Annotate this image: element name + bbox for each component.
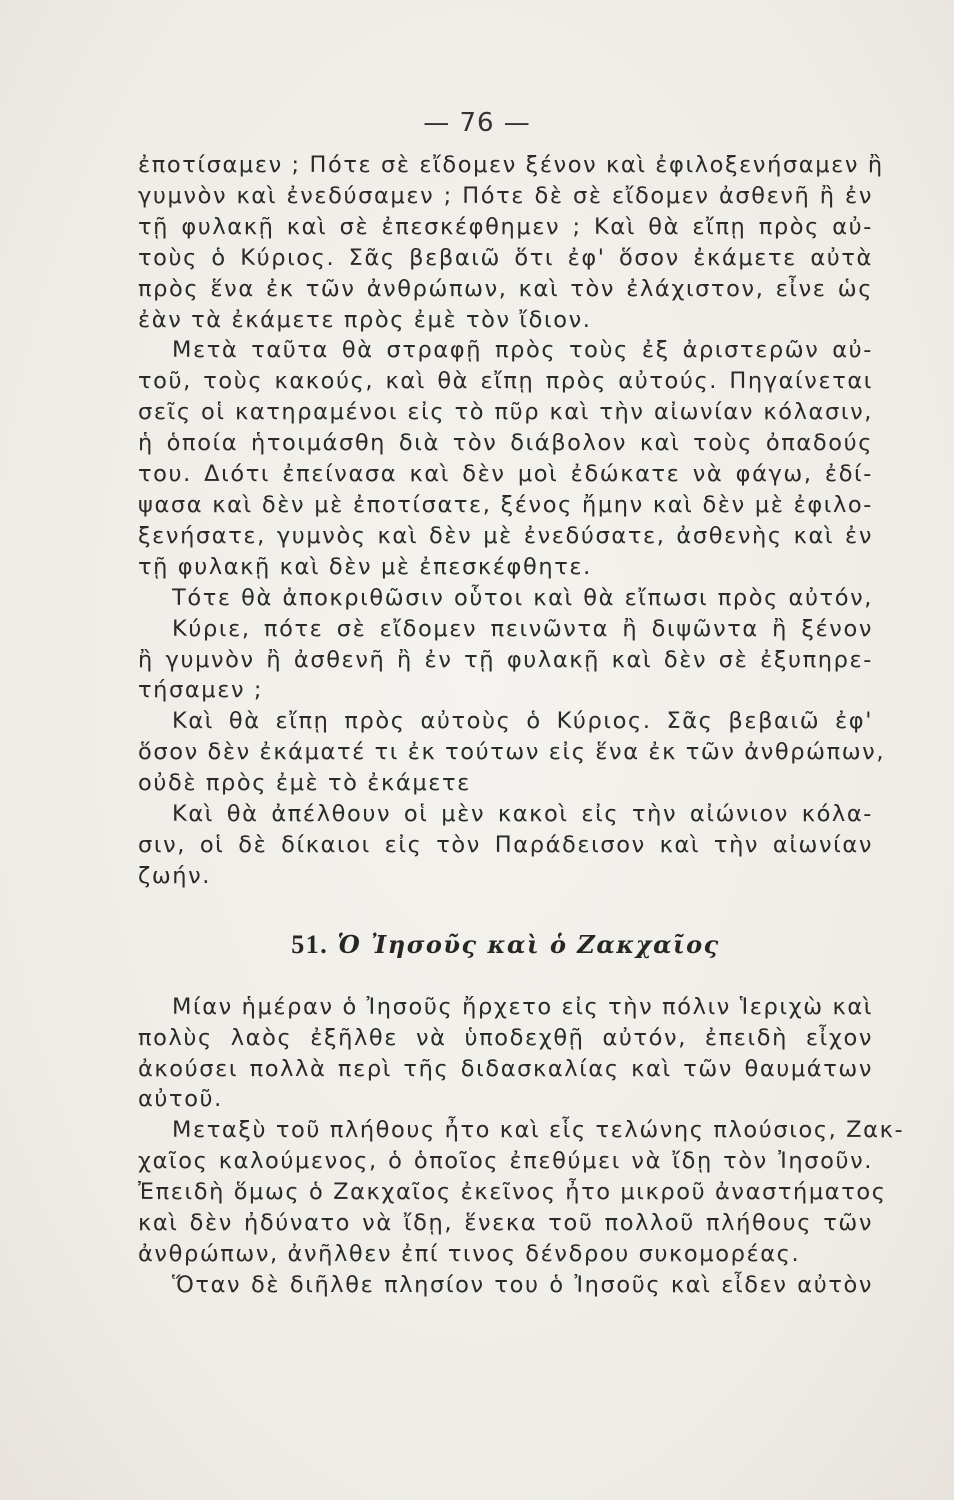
text-line: ἢ γυμνὸν ἢ ἀσθενῆ ἢ ἐν τῇ φυλακῇ καὶ δὲν σὲ ἐξυπηρε-: [138, 646, 873, 673]
text-line: τοὺς ὁ Κύριος. Σᾶς βεβαιῶ ὅτι ἐφ' ὅσον ἐκάμετε αὐτὰ: [138, 244, 873, 271]
text-line: Ἐπειδὴ ὅμως ὁ Ζακχαῖος ἐκεῖνος ἦτο μικροῦ ἀναστήματος: [138, 1179, 887, 1206]
section-zacchaeus-text: [138, 992, 905, 1301]
text-line: τῇ φυλακῇ καὶ σὲ ἐπεσκέφθημεν ; Καὶ θὰ εἴπῃ πρὸς αὐ-: [138, 213, 873, 240]
text-line: πολὺς λαὸς ἐξῆλθε νὰ ὑποδεχθῇ αὐτόν, ἐπειδὴ εἶχον: [138, 1024, 873, 1051]
text-line: ξενήσατε, γυμνὸς καὶ δὲν μὲ ἐνεδύσατε, ἀσθενὴς καὶ ἐν: [138, 522, 873, 549]
text-line: Καὶ θὰ εἴπῃ πρὸς αὐτοὺς ὁ Κύριος. Σᾶς βεβαιῶ ἐφ': [172, 708, 873, 735]
text-line: ἐποτίσαμεν ; Πότε σὲ εἴδομεν ξένον καὶ ἐφιλοξενήσαμεν ἢ: [138, 152, 884, 178]
text-line: Μετὰ ταῦτα θὰ στραφῇ πρὸς τοὺς ἐξ ἀριστερῶν αὐ-: [172, 337, 873, 364]
text-line: πρὸς ἕνα ἐκ τῶν ἀνθρώπων, καὶ τὸν ἐλάχιστον, εἶνε ὡς: [138, 275, 873, 302]
text-line: Μεταξὺ τοῦ πλήθους ἦτο καὶ εἷς τελώνης πλούσιος, Ζακ-: [172, 1117, 905, 1144]
text-line: τῇ φυλακῇ καὶ δὲν μὲ ἐπεσκέφθητε.: [138, 553, 592, 580]
text-line: Κύριε, πότε σὲ εἴδομεν πεινῶντα ἢ διψῶντα ἢ ξένον: [172, 615, 873, 642]
text-line: σιν, οἱ δὲ δίκαιοι εἰς τὸν Παράδεισον καὶ τὴν αἰωνίαν: [138, 831, 873, 858]
text-line: Καὶ θὰ ἀπέλθουν οἱ μὲν κακοὶ εἰς τὴν αἰώνιον κόλα-: [172, 801, 873, 828]
text-line: ἀνθρώπων, ἀνῆλθεν ἐπί τινος δένδρου συκομορέας.: [138, 1241, 801, 1267]
text-line: σεῖς οἱ κατηραμένοι εἰς τὸ πῦρ καὶ τὴν αἰωνίαν κόλασιν,: [138, 399, 873, 426]
body-text: [138, 150, 905, 1301]
text-line: γυμνὸν καὶ ἐνεδύσαμεν ; Πότε δὲ σὲ εἴδομεν ἀσθενῆ ἢ ἐν: [138, 182, 873, 209]
text-line: αὐτοῦ.: [138, 1086, 223, 1113]
text-line: ζωήν.: [138, 862, 212, 889]
section-title: Ὁ Ἰησοῦς καὶ ὁ Ζακχαῖος: [337, 929, 720, 959]
section-number: 51.: [291, 929, 329, 959]
text-line: ψασα καὶ δὲν μὲ ἐποτίσατε, ξένος ἤμην καὶ δὲν μὲ ἐφιλο-: [138, 491, 873, 518]
text-line: τήσαμεν ;: [138, 677, 264, 704]
section-heading: [138, 892, 873, 992]
text-line: Ὅταν δὲ διῆλθε πλησίον του ὁ Ἰησοῦς καὶ εἶδεν αὐτὸν: [172, 1271, 873, 1298]
text-line: Μίαν ἡμέραν ὁ Ἰησοῦς ἤρχετο εἰς τὴν πόλιν Ἱεριχὼ καὶ: [172, 993, 873, 1020]
text-line: ἡ ὁποία ἡτοιμάσθη διὰ τὸν διάβολον καὶ τοὺς ὀπαδούς: [138, 430, 873, 457]
text-line: ἐὰν τὰ ἐκάμετε πρὸς ἐμὲ τὸν ἴδιον.: [138, 306, 592, 333]
text-line: οὐδὲ πρὸς ἐμὲ τὸ ἐκάμετε: [138, 770, 471, 797]
text-line: τοῦ, τοὺς κακούς, καὶ θὰ εἴπῃ πρὸς αὐτούς. Πηγαίνεται: [138, 368, 873, 395]
page-number: — 76 —: [423, 108, 531, 138]
section-previous-text: [138, 150, 886, 892]
text-line: Τότε θὰ ἀποκριθῶσιν οὗτοι καὶ θὰ εἴπωσι πρὸς αὐτόν,: [172, 584, 873, 611]
text-line: χαῖος καλούμενος, ὁ ὁποῖος ἐπεθύμει νὰ ἴδῃ τὸν Ἰησοῦν.: [138, 1148, 873, 1175]
text-line: καὶ δὲν ἠδύνατο νὰ ἴδῃ, ἕνεκα τοῦ πολλοῦ πλήθους τῶν: [138, 1210, 873, 1237]
text-line: του. Διότι ἐπείνασα καὶ δὲν μοὶ ἐδώκατε νὰ φάγω, ἐδί-: [138, 461, 873, 488]
text-line: ἀκούσει πολλὰ περὶ τῆς διδασκαλίας καὶ τῶν θαυμάτων: [138, 1055, 873, 1082]
text-line: ὅσον δὲν ἐκάματέ τι ἐκ τούτων εἰς ἕνα ἐκ τῶν ἀνθρώπων,: [138, 739, 886, 766]
